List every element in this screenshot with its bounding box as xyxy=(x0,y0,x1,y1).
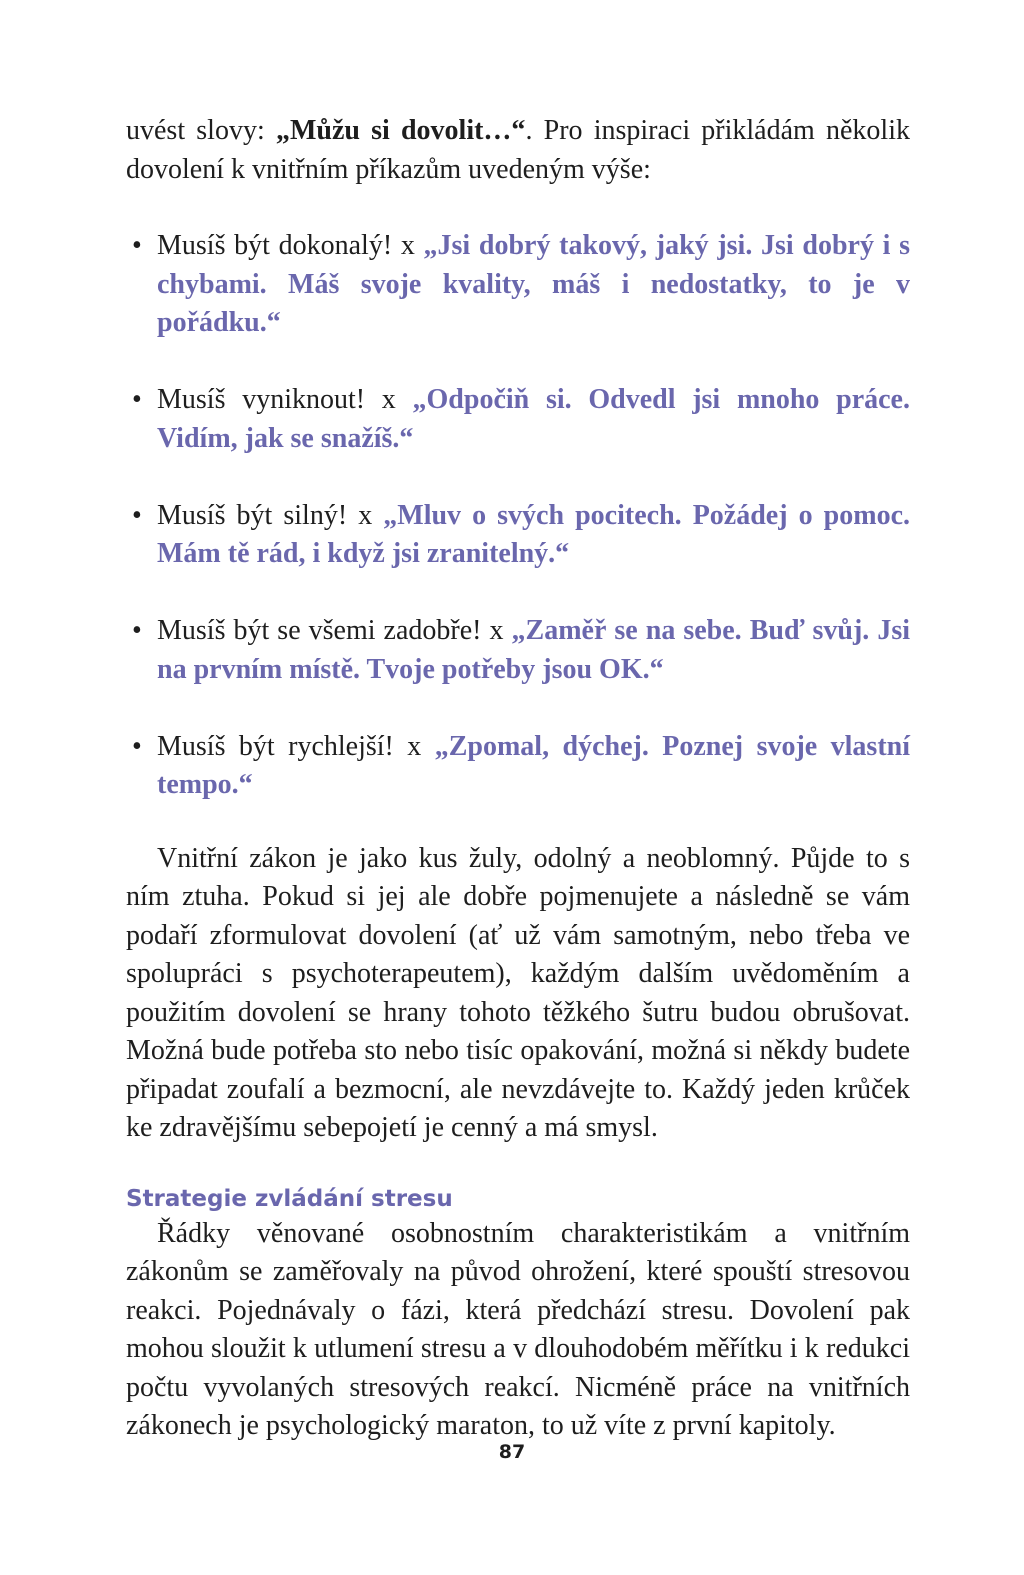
bullet-icon: • xyxy=(132,615,142,646)
command-text: Musíš být silný! x xyxy=(157,499,384,531)
intro-rest: . Pro inspiraci přikládám několik dovolení k vnitřním příkazům uvedeným výše: xyxy=(126,115,910,185)
permission-text: „Jsi dobrý takový, jaký jsi. Jsi dobrý i s chybami. Máš svoje kvality, máš i nedostatky, to je v pořádku.“ xyxy=(157,230,910,338)
intro-paragraph xyxy=(126,112,910,189)
command-text: Musíš být se všemi zadobře! x xyxy=(157,615,512,646)
permission-text: „Zaměř se na sebe. Buď svůj. Jsi na prvním místě. Tvoje potřeby jsou OK.“ xyxy=(157,615,910,685)
permission-text: „Mluv o svých pocitech. Požádej o pomoc. Mám tě rád, i když jsi zranitelný.“ xyxy=(157,499,910,569)
permission-text: „Odpočiň si. Odvedl jsi mnoho práce. Vidím, jak se snažíš.“ xyxy=(157,384,910,454)
page-number: 87 xyxy=(498,1441,526,1463)
permission-text: „Zpomal, dýchej. Poznej svoje vlastní tempo.“ xyxy=(157,730,910,800)
list-item xyxy=(126,227,910,343)
command-text: Musíš být dokonalý! x xyxy=(157,230,424,261)
page-content xyxy=(126,112,910,1446)
list-item xyxy=(126,728,910,805)
bullet-icon: • xyxy=(132,384,142,415)
bullet-icon: • xyxy=(132,230,142,261)
intro-bold-phrase: „Můžu si dovolit…“ xyxy=(275,115,526,146)
bullet-icon: • xyxy=(132,499,142,531)
body-paragraph-strategy: Řádky věnované osobnostním charakteristikám a vnitřním zákonům se zaměřovaly na původ ohrožení, které spouští stresovou reakci. Pojednávaly o fázi, která předchází stresu. Dovolení pak mohou sloužit k utlumení stresu a v dlouhodobém měřítku i k redukci počtu vyvolaných stresových reakcí. Nicméně práce na vnitřních zákonech je psychologický maraton, to už víte z první kapitoly. xyxy=(126,1217,910,1441)
command-text: Musíš být rychlejší! x xyxy=(157,730,435,762)
intro-lead: uvést slovy: xyxy=(126,115,276,146)
list-item xyxy=(126,381,910,458)
bullet-icon: • xyxy=(132,730,142,762)
command-text: Musíš vyniknout! x xyxy=(157,384,413,415)
list-item xyxy=(126,612,910,689)
list-item xyxy=(126,497,910,574)
section-heading: Strategie zvládání stresu xyxy=(126,1185,453,1212)
body-paragraph-law: Vnitřní zákon je jako kus žuly, odolný a neoblomný. Půjde to s ním ztuha. Pokud si jej ale dobře pojmenujete a následně se vám podaří zformulovat dovolení (ať už vám samotným, nebo třeba ve spolupráci s psychoterapeutem), každým dalším uvědoměním a použitím dovolení se hrany tohoto těžkého šutru budou obrušovat. Možná bude potřeba sto nebo tisíc opakování, možná si někdy budete připadat zoufalí a bezmocní, ale nevzdávejte to. Každý jeden krůček ke zdravějšímu sebepojetí je cenný a má smysl. xyxy=(126,842,910,1143)
permissions-list xyxy=(126,227,910,805)
